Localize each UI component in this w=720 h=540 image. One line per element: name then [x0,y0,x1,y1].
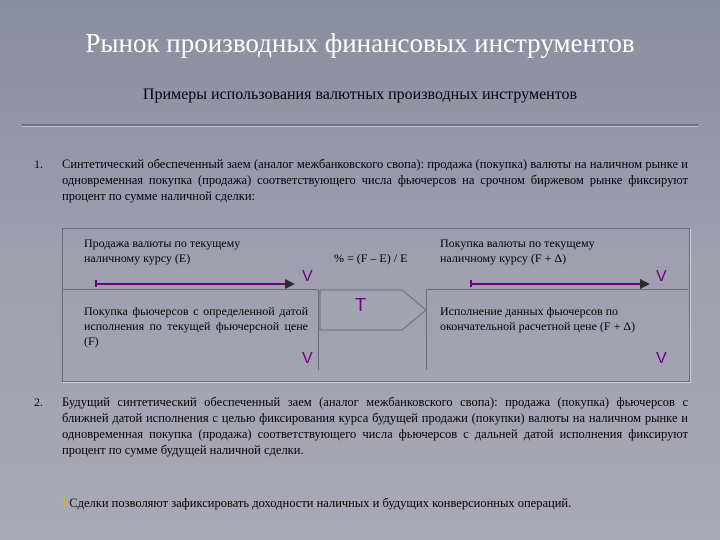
timeline-start-tick-right [470,280,472,287]
formula: % = (F – E) / E [334,251,408,265]
diagram-row-line-right [426,289,688,290]
v-mark-top-left: V [302,268,313,285]
note-text: Сделки позволяют зафиксировать доходности наличных и будущих конверсионных операций. [69,496,572,510]
t-arrow-shape [318,288,430,332]
note [62,496,571,511]
cell-top-left: Продажа валюты по текущему наличному курсу (E) [84,236,241,265]
timeline-arrow-line-right [470,283,640,285]
timeline-start-tick [95,280,97,287]
v-mark-bottom-left: V [302,350,313,367]
timeline-arrow-head-right [640,279,650,289]
page-subtitle: Примеры использования валютных производных инструментов [142,86,578,103]
v-mark-top-right: V [656,268,667,285]
cell-bottom-left: Покупка фьючерсов с определенной датой исполнения по текущей фьючерсной цене (F) [84,304,308,348]
timeline-arrow-line [95,283,285,285]
item-2-number: 2. [34,395,43,409]
item-2-text: Будущий синтетический обеспеченный заем (аналог межбанковского свопа): продажа (покупка) фьючерсов с ближней датой исполнения с целью фиксирования курса будущей продажи (покупки) валюты на наличном рынке и одновременная покупка (продажа) соответствующего числа фьючерсов с дальней датой исполнения фиксируют процент по сумме будущей наличной сделки. [62,395,688,457]
item-1-number: 1. [34,157,43,171]
page-title: Рынок производных финансовых инструментов [85,28,635,58]
v-mark-bottom-right: V [656,350,667,367]
cell-bottom-right: Исполнение данных фьючерсов по окончательной расчетной цене (F + Δ) [440,304,636,333]
item-1-text: Синтетический обеспеченный заем (аналог межбанковского свопа): продажа (покупка) валюты на наличном рынке и одновременная покупка (продажа) соответствующего числа фьючерсов на срочном биржевом рынке фиксируют процент по сумме наличной сделки: [62,157,688,203]
t-mark: T [355,295,366,315]
timeline-arrow-head [285,279,295,289]
diagram-row-line-left [62,289,318,290]
exclamation-icon: ! [62,496,67,510]
cell-top-right: Покупка валюты по текущему наличному курсу (F + Δ) [440,236,595,265]
divider [22,124,698,127]
